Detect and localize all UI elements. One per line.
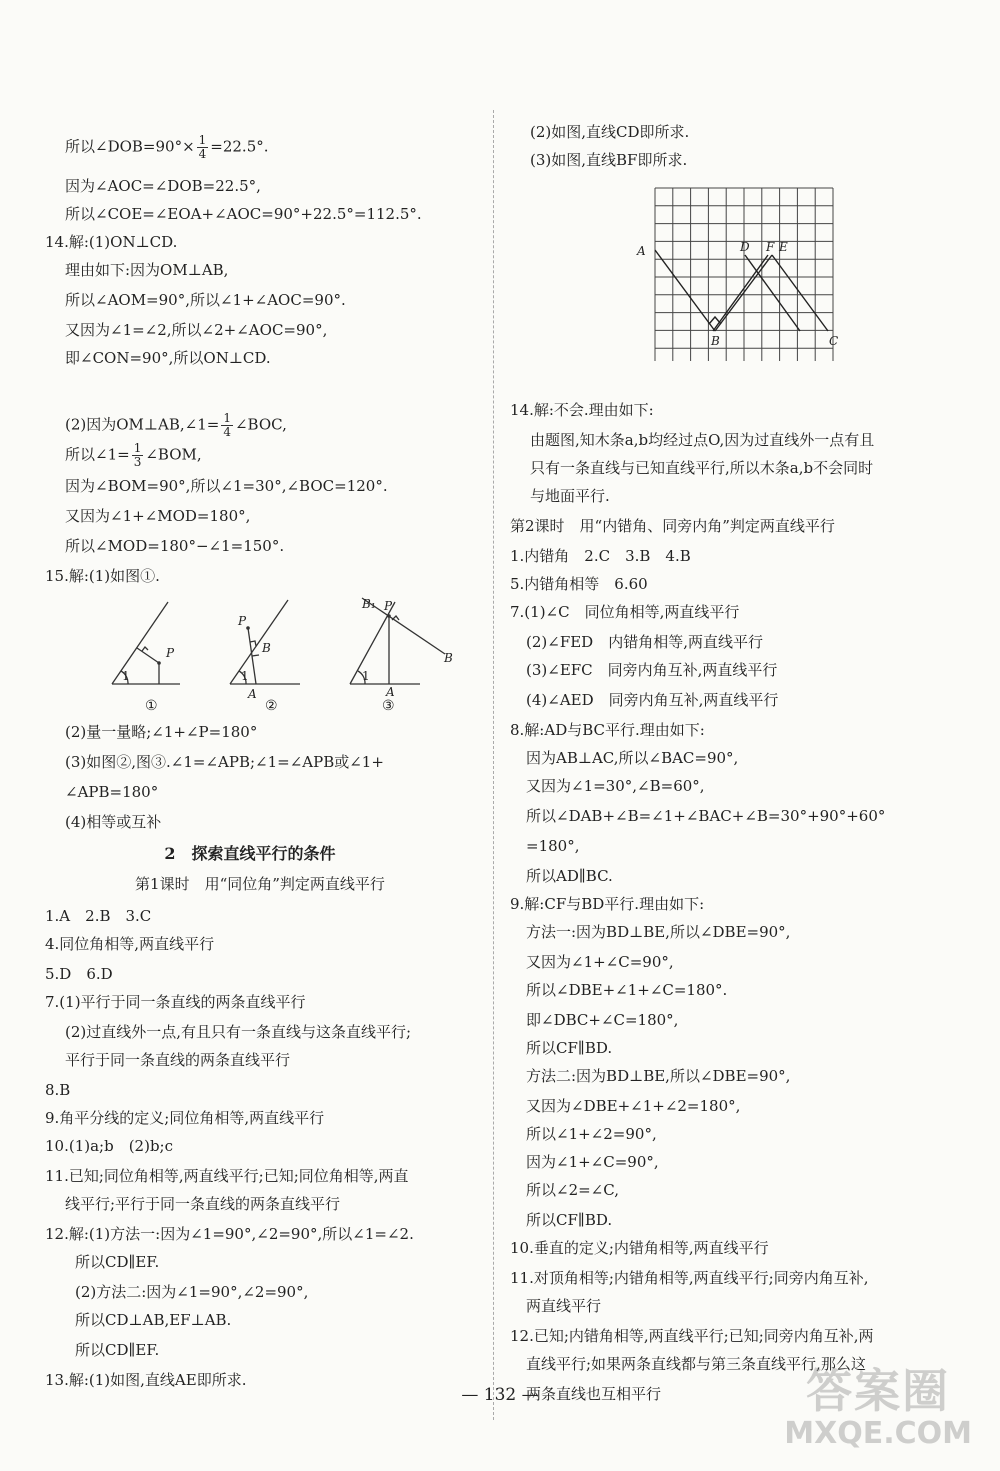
text-line: 由题图,知木条a,b均经过点O,因为过直线外一点有且 — [530, 431, 875, 449]
svg-text:D: D — [740, 240, 750, 254]
section-title: 2 探索直线平行的条件 — [164, 844, 336, 863]
page-number: — 132 — — [461, 1385, 539, 1405]
text-line: 因为∠BOM=90°,所以∠1=30°,∠BOC=120°. — [65, 477, 388, 495]
text-line: 12.解:(1)方法一:因为∠1=90°,∠2=90°,所以∠1=∠2. — [45, 1225, 414, 1243]
svg-text:A: A — [637, 244, 646, 258]
text-line: 因为∠1+∠C=90°, — [526, 1153, 659, 1171]
question-15: 15.解:(1)如图①. — [45, 567, 160, 585]
text-line: (3)如图,直线BF即所求. — [530, 151, 688, 169]
column-divider — [493, 110, 494, 1420]
text-line: 1.内错角 2.C 3.B 4.B — [510, 547, 691, 565]
text-line: (4)相等或互补 — [65, 813, 162, 831]
text-line: 1.A 2.B 3.C — [45, 907, 152, 925]
text-line: (2)量一量略;∠1+∠P=180° — [65, 723, 258, 741]
text-line: 即∠DBC+∠C=180°, — [526, 1011, 679, 1029]
text-line: 两条直线也互相平行 — [526, 1385, 662, 1403]
text-line: 8.解:AD与BC平行.理由如下: — [510, 721, 705, 739]
text-line: (2)方法二:因为∠1=90°,∠2=90°, — [75, 1283, 309, 1301]
lesson-2-title: 第2课时 用“内错角、同旁内角”判定两直线平行 — [510, 517, 835, 535]
svg-text:B: B — [262, 641, 271, 655]
svg-text:F: F — [766, 240, 775, 254]
text-line: 所以CF∥BD. — [526, 1211, 613, 1229]
lesson-1-title: 第1课时 用“同位角”判定两直线平行 — [135, 875, 385, 893]
text-line: (4)∠AED 同旁内角互补,两直线平行 — [526, 691, 779, 709]
text-line: 9.解:CF与BD平行.理由如下: — [510, 895, 705, 913]
text-line: 所以CD⊥AB,EF⊥AB. — [75, 1311, 232, 1329]
text-line: 所以CF∥BD. — [526, 1039, 613, 1057]
svg-text:B: B — [711, 334, 720, 348]
text-line: 线平行;平行于同一条直线的两条直线平行 — [65, 1195, 341, 1213]
text-line: 所以∠2=∠C, — [526, 1181, 619, 1199]
watermark-logo: 答案圈 MXQE.COM — [784, 1364, 972, 1451]
label-p1: P — [166, 646, 175, 660]
text-line: (2)过直线外一点,有且只有一条直线与这条直线平行; — [65, 1023, 412, 1041]
text-line: 所以∠1= $\frac{1}{3}$ ∠BOM, — [65, 441, 202, 469]
text-line: 所以AD∥BC. — [526, 867, 613, 885]
text-line: 所以∠DBE+∠1+∠C=180°. — [526, 981, 728, 999]
text-line: 又因为∠1+∠MOD=180°, — [65, 507, 251, 525]
text-line: 13.解:(1)如图,直线AE即所求. — [45, 1371, 247, 1389]
text-line: 所以∠COE=∠EOA+∠AOC=90°+22.5°=112.5°. — [65, 205, 422, 223]
text-line: 11.对顶角相等;内错角相等,两直线平行;同旁内角互补, — [510, 1269, 869, 1287]
figure-15 — [100, 592, 480, 720]
fraction: $\frac{1}{3}$ — [133, 441, 142, 469]
svg-text:1: 1 — [362, 669, 370, 683]
text-line: 9.角平分线的定义;同位角相等,两直线平行 — [45, 1109, 325, 1127]
text-line: (3)如图②,图③.∠1=∠APB;∠1=∠APB或∠1+ — [65, 753, 384, 771]
svg-text:③: ③ — [382, 698, 395, 714]
question-14: 14.解:不会.理由如下: — [510, 401, 654, 419]
text-line: 所以∠1+∠2=90°, — [526, 1125, 657, 1143]
svg-text:A: A — [248, 687, 257, 701]
text-line: 方法二:因为BD⊥BE,所以∠DBE=90°, — [526, 1067, 791, 1085]
svg-text:B: B — [444, 651, 453, 665]
svg-text:C: C — [829, 334, 839, 348]
text-line: 所以∠MOD=180°−∠1=150°. — [65, 537, 285, 555]
text-line: 因为∠AOC=∠DOB=22.5°, — [65, 177, 261, 195]
svg-text:1: 1 — [241, 669, 249, 683]
text-line: 因为AB⊥AC,所以∠BAC=90°, — [526, 749, 739, 767]
text-line: 5.内错角相等 6.60 — [510, 575, 648, 593]
grid-figure — [635, 183, 850, 361]
svg-text:E: E — [779, 240, 788, 254]
svg-text:1: 1 — [122, 669, 130, 683]
text-line: (2)∠FED 内错角相等,两直线平行 — [526, 633, 763, 651]
text-line: 直线平行;如果两条直线都与第三条直线平行,那么这 — [526, 1355, 866, 1373]
text-line: 即∠CON=90°,所以ON⊥CD. — [65, 349, 271, 367]
svg-text:P: P — [384, 599, 393, 613]
text-line: 只有一条直线与已知直线平行,所以木条a,b不会同时 — [530, 459, 874, 477]
svg-text:A: A — [386, 685, 395, 699]
text-line: 8.B — [45, 1081, 71, 1099]
question-14: 14.解:(1)ON⊥CD. — [45, 233, 178, 251]
text-line: 11.已知;同位角相等,两直线平行;已知;同位角相等,两直 — [45, 1167, 409, 1185]
text-line: 又因为∠DBE+∠1+∠2=180°, — [526, 1097, 741, 1115]
fraction: $\frac{1}{4}$ — [198, 133, 207, 161]
text-line: 又因为∠1=∠2,所以∠2+∠AOC=90°, — [65, 321, 328, 339]
text-line: 7.(1)∠C 同位角相等,两直线平行 — [510, 603, 740, 621]
svg-text:①: ① — [145, 698, 158, 714]
text-line: =180°, — [526, 837, 580, 855]
svg-text:B₁: B₁ — [362, 597, 376, 611]
fraction: $\frac{1}{4}$ — [223, 411, 231, 439]
text-line: 5.D 6.D — [45, 965, 113, 983]
text-line: 所以∠DOB=90°× $\frac{1}{4}$ =22.5°. — [65, 133, 269, 161]
text-line: 两直线平行 — [526, 1297, 602, 1315]
text-line: ∠APB=180° — [65, 783, 159, 801]
text-line: 平行于同一条直线的两条直线平行 — [65, 1051, 291, 1069]
text-line: 又因为∠1=30°,∠B=60°, — [526, 777, 705, 795]
text-line: 10.垂直的定义;内错角相等,两直线平行 — [510, 1239, 769, 1257]
text-line: 所以∠DAB+∠B=∠1+∠BAC+∠B=30°+90°+60° — [526, 807, 886, 825]
text-line: 12.已知;内错角相等,两直线平行;已知;同旁内角互补,两 — [510, 1327, 874, 1345]
text-line: 所以CD∥EF. — [75, 1341, 160, 1359]
text-line: 所以CD∥EF. — [75, 1253, 160, 1271]
text-line: (3)∠EFC 同旁内角互补,两直线平行 — [526, 661, 778, 679]
text-line: (2)如图,直线CD即所求. — [530, 123, 690, 141]
svg-text:P: P — [238, 614, 247, 628]
text-line: 所以∠AOM=90°,所以∠1+∠AOC=90°. — [65, 291, 346, 309]
text-line: 理由如下:因为OM⊥AB, — [65, 261, 229, 279]
text-line: 4.同位角相等,两直线平行 — [45, 935, 215, 953]
svg-text:②: ② — [265, 698, 278, 714]
text-line: 与地面平行. — [530, 487, 610, 505]
text-line: 10.(1)a;b (2)b;c — [45, 1137, 174, 1155]
text-line: 又因为∠1+∠C=90°, — [526, 953, 674, 971]
text-line: 7.(1)平行于同一条直线的两条直线平行 — [45, 993, 306, 1011]
text-line: (2)因为OM⊥AB,∠1= $\frac{1}{4}$ ∠BOC, — [65, 411, 287, 439]
text-line: 方法一:因为BD⊥BE,所以∠DBE=90°, — [526, 923, 791, 941]
